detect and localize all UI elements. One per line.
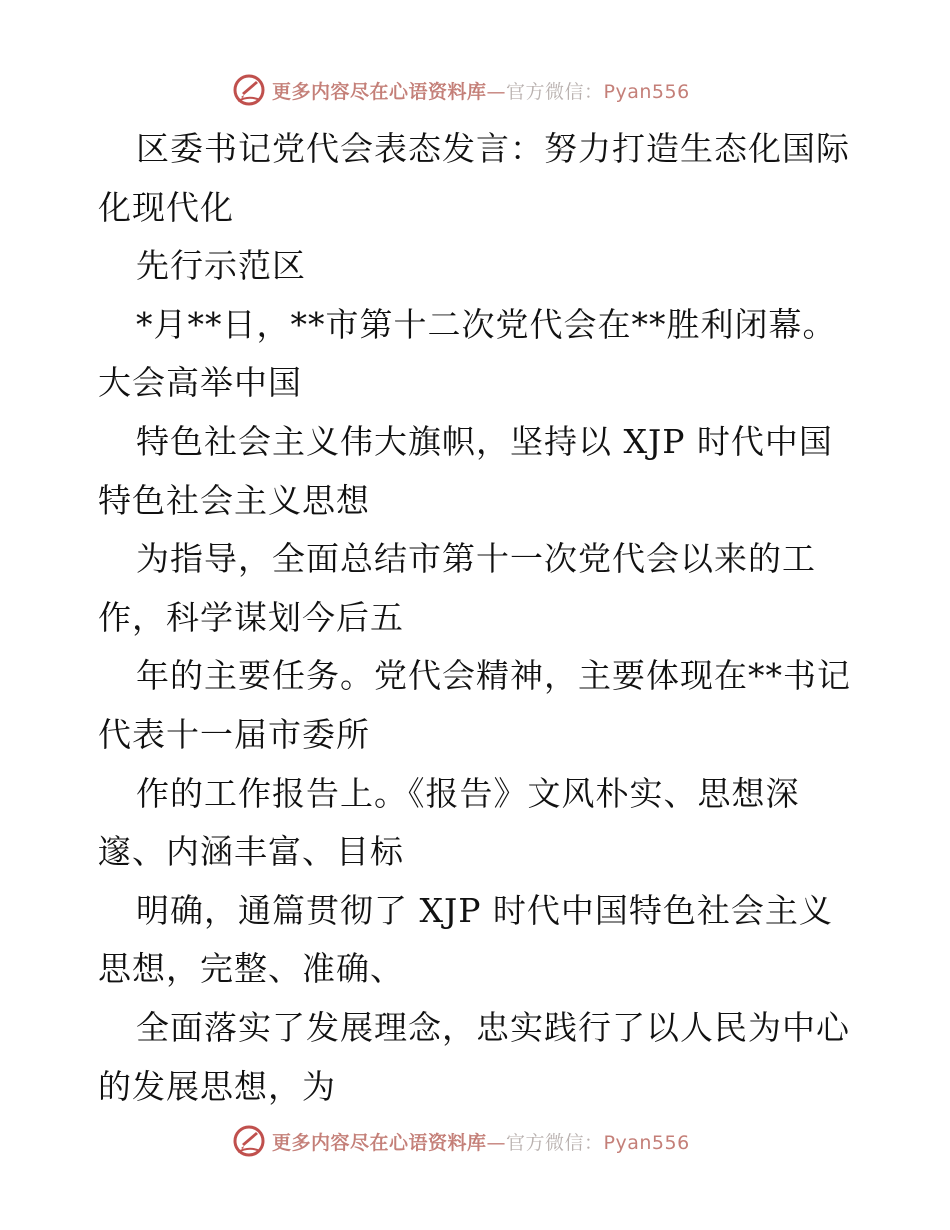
watermark-text <box>272 1128 690 1155</box>
watermark-sub: 官方微信： <box>506 1131 604 1154</box>
text-line: 的发展思想，为 <box>98 1066 336 1106</box>
watermark-main: 更多内容尽在心语资料库 <box>272 80 487 103</box>
watermark-text <box>272 77 690 104</box>
text-line: 特色社会主义思想 <box>98 480 370 520</box>
text-line: 作，科学谋划今后五 <box>98 597 404 637</box>
text-line: 先行示范区 <box>136 246 306 286</box>
brand-logo-icon <box>232 73 266 107</box>
text-line: 区委书记党代会表态发言：努力打造生态化国际 <box>136 129 850 168</box>
footer-watermark <box>232 1121 690 1161</box>
text-line: 大会高举中国 <box>98 363 302 403</box>
text-line: 为指导，全面总结市第十一次党代会以来的工 <box>136 539 816 579</box>
watermark-id: Pyan556 <box>603 1131 690 1154</box>
watermark-sub: 官方微信： <box>506 80 604 103</box>
text-line: 化现代化 <box>98 187 234 227</box>
text-line: 特色社会主义伟大旗帜，坚持以 XJP 时代中国 <box>136 421 833 461</box>
text-line: 明确，通篇贯彻了 XJP 时代中国特色社会主义 <box>136 890 833 930</box>
text-line: 作的工作报告上。《报告》文风朴实、思想深 <box>136 773 800 813</box>
text-line: 代表十一届市委所 <box>98 714 370 754</box>
text-line: 全面落实了发展理念，忠实践行了以人民为中心 <box>136 1007 850 1047</box>
text-line: 年的主要任务。党代会精神，主要体现在**书记 <box>136 656 851 696</box>
watermark-dash: — <box>486 1131 507 1154</box>
header-watermark <box>232 70 690 110</box>
text-line: 邃、内涵丰富、目标 <box>98 832 404 872</box>
document-body <box>98 120 868 1116</box>
text-line: 思想，完整、准确、 <box>98 949 404 989</box>
text-line: *月**日，**市第十二次党代会在**胜利闭幕。 <box>136 304 837 344</box>
watermark-dash: — <box>486 80 507 103</box>
watermark-main: 更多内容尽在心语资料库 <box>272 1131 487 1154</box>
watermark-id: Pyan556 <box>603 80 690 103</box>
brand-logo-icon <box>232 1124 266 1158</box>
